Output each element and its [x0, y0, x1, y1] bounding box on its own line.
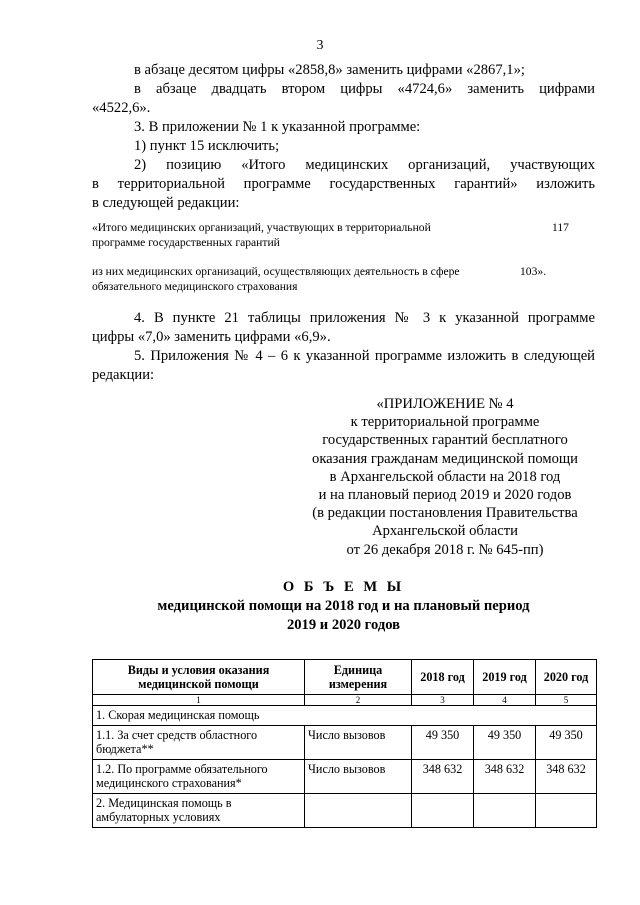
- paragraph-item-4-line2: цифры «7,0» заменить цифрами «6,9».: [92, 329, 331, 345]
- insert-row-oms-value: 103».: [520, 265, 547, 278]
- title-main: О Б Ъ Е М Ы: [282, 579, 405, 595]
- appendix-line: Архангельской области: [372, 523, 518, 540]
- header-2018: 2018 год: [412, 660, 474, 695]
- table-row: [93, 706, 597, 726]
- insert-row-oms-text: из них медицинских организаций, осуществляющих деятельность в сфере обязательного медицинского страхования: [92, 265, 460, 293]
- header-unit: Единица измерения: [305, 660, 412, 695]
- row-unit: Число вызовов: [305, 725, 412, 759]
- document-title: [92, 578, 595, 635]
- row-value-2020: [536, 793, 597, 827]
- paragraph-item-4-line1: 4. В пункте 21 таблицы приложения № 3 к указанной программе: [134, 310, 595, 326]
- table-row: [93, 759, 597, 793]
- header-type: Виды и условия оказания медицинской помощи: [93, 660, 305, 695]
- col-number: 1: [93, 695, 305, 706]
- row-value-2019: 348 632: [474, 759, 536, 793]
- paragraph-item-3-1: 1) пункт 15 исключить;: [134, 138, 280, 154]
- paragraph-item-5-line1: 5. Приложения № 4 – 6 к указанной программе изложить в следующей: [134, 348, 595, 364]
- header-2020: 2020 год: [536, 660, 597, 695]
- insert-row-total-value: 117: [552, 221, 569, 234]
- appendix-line: к территориальной программе: [350, 414, 540, 431]
- title-sub-line2: 2019 и 2020 годов: [286, 617, 401, 633]
- table-row: [93, 793, 597, 827]
- paragraph-item-3-2-line1: 2) позицию «Итого медицинских организаций, участвующих: [134, 157, 595, 173]
- appendix-line: оказания гражданам медицинской помощи: [312, 450, 578, 467]
- row-label: 1. Скорая медицинская помощь: [93, 706, 597, 726]
- paragraph-item-5-line2: редакции:: [92, 367, 155, 383]
- row-label: 1.1. За счет средств областного бюджета**: [93, 725, 305, 759]
- appendix-line: в Архангельской области на 2018 год: [329, 468, 561, 485]
- row-label: 2. Медицинская помощь в амбулаторных условиях: [93, 793, 305, 827]
- table-column-numbers: [93, 695, 597, 706]
- col-number: 5: [536, 695, 597, 706]
- appendix-heading: [300, 395, 590, 559]
- row-value-2018: [412, 793, 474, 827]
- row-unit: [305, 793, 412, 827]
- row-value-2019: [474, 793, 536, 827]
- volumes-table: [92, 659, 597, 828]
- row-value-2018: 348 632: [412, 759, 474, 793]
- paragraph-abzac-10: в абзаце десятом цифры «2858,8» заменить цифрами «2867,1»;: [134, 62, 525, 78]
- appendix-line: «ПРИЛОЖЕНИЕ № 4: [376, 396, 514, 412]
- paragraph-abzac-22-line2: «4522,6».: [92, 100, 151, 116]
- appendix-line: государственных гарантий бесплатного: [322, 432, 568, 449]
- appendix-line: от 26 декабря 2018 г. № 645-пп): [346, 541, 544, 558]
- row-label: 1.2. По программе обязательного медицинского страхования*: [93, 759, 305, 793]
- header-2019: 2019 год: [474, 660, 536, 695]
- title-sub-line1: медицинской помощи на 2018 год и на плановый период: [157, 598, 530, 614]
- appendix-line: (в редакции постановления Правительства: [312, 505, 578, 522]
- col-number: 3: [412, 695, 474, 706]
- col-number: 2: [305, 695, 412, 706]
- page-number: 3: [316, 38, 324, 53]
- row-value-2019: 49 350: [474, 725, 536, 759]
- row-value-2020: 348 632: [536, 759, 597, 793]
- appendix-line: и на плановый период 2019 и 2020 годов: [318, 487, 572, 504]
- table-header-row: [93, 660, 597, 695]
- paragraph-abzac-22-line1: в абзаце двадцать втором цифры «4724,6» заменить цифрами: [134, 81, 595, 97]
- row-value-2018: 49 350: [412, 725, 474, 759]
- row-value-2020: 49 350: [536, 725, 597, 759]
- col-number: 4: [474, 695, 536, 706]
- paragraph-item-3: 3. В приложении № 1 к указанной программе:: [134, 119, 421, 135]
- insert-row-total-text: «Итого медицинских организаций, участвующих в территориальной программе государственных гарантий: [92, 221, 431, 249]
- paragraph-item-3-2-line3: в следующей редакции:: [92, 195, 240, 211]
- paragraph-item-3-2-line2: в территориальной программе государственных гарантий» изложить: [92, 176, 595, 192]
- table-row: [93, 725, 597, 759]
- row-unit: Число вызовов: [305, 759, 412, 793]
